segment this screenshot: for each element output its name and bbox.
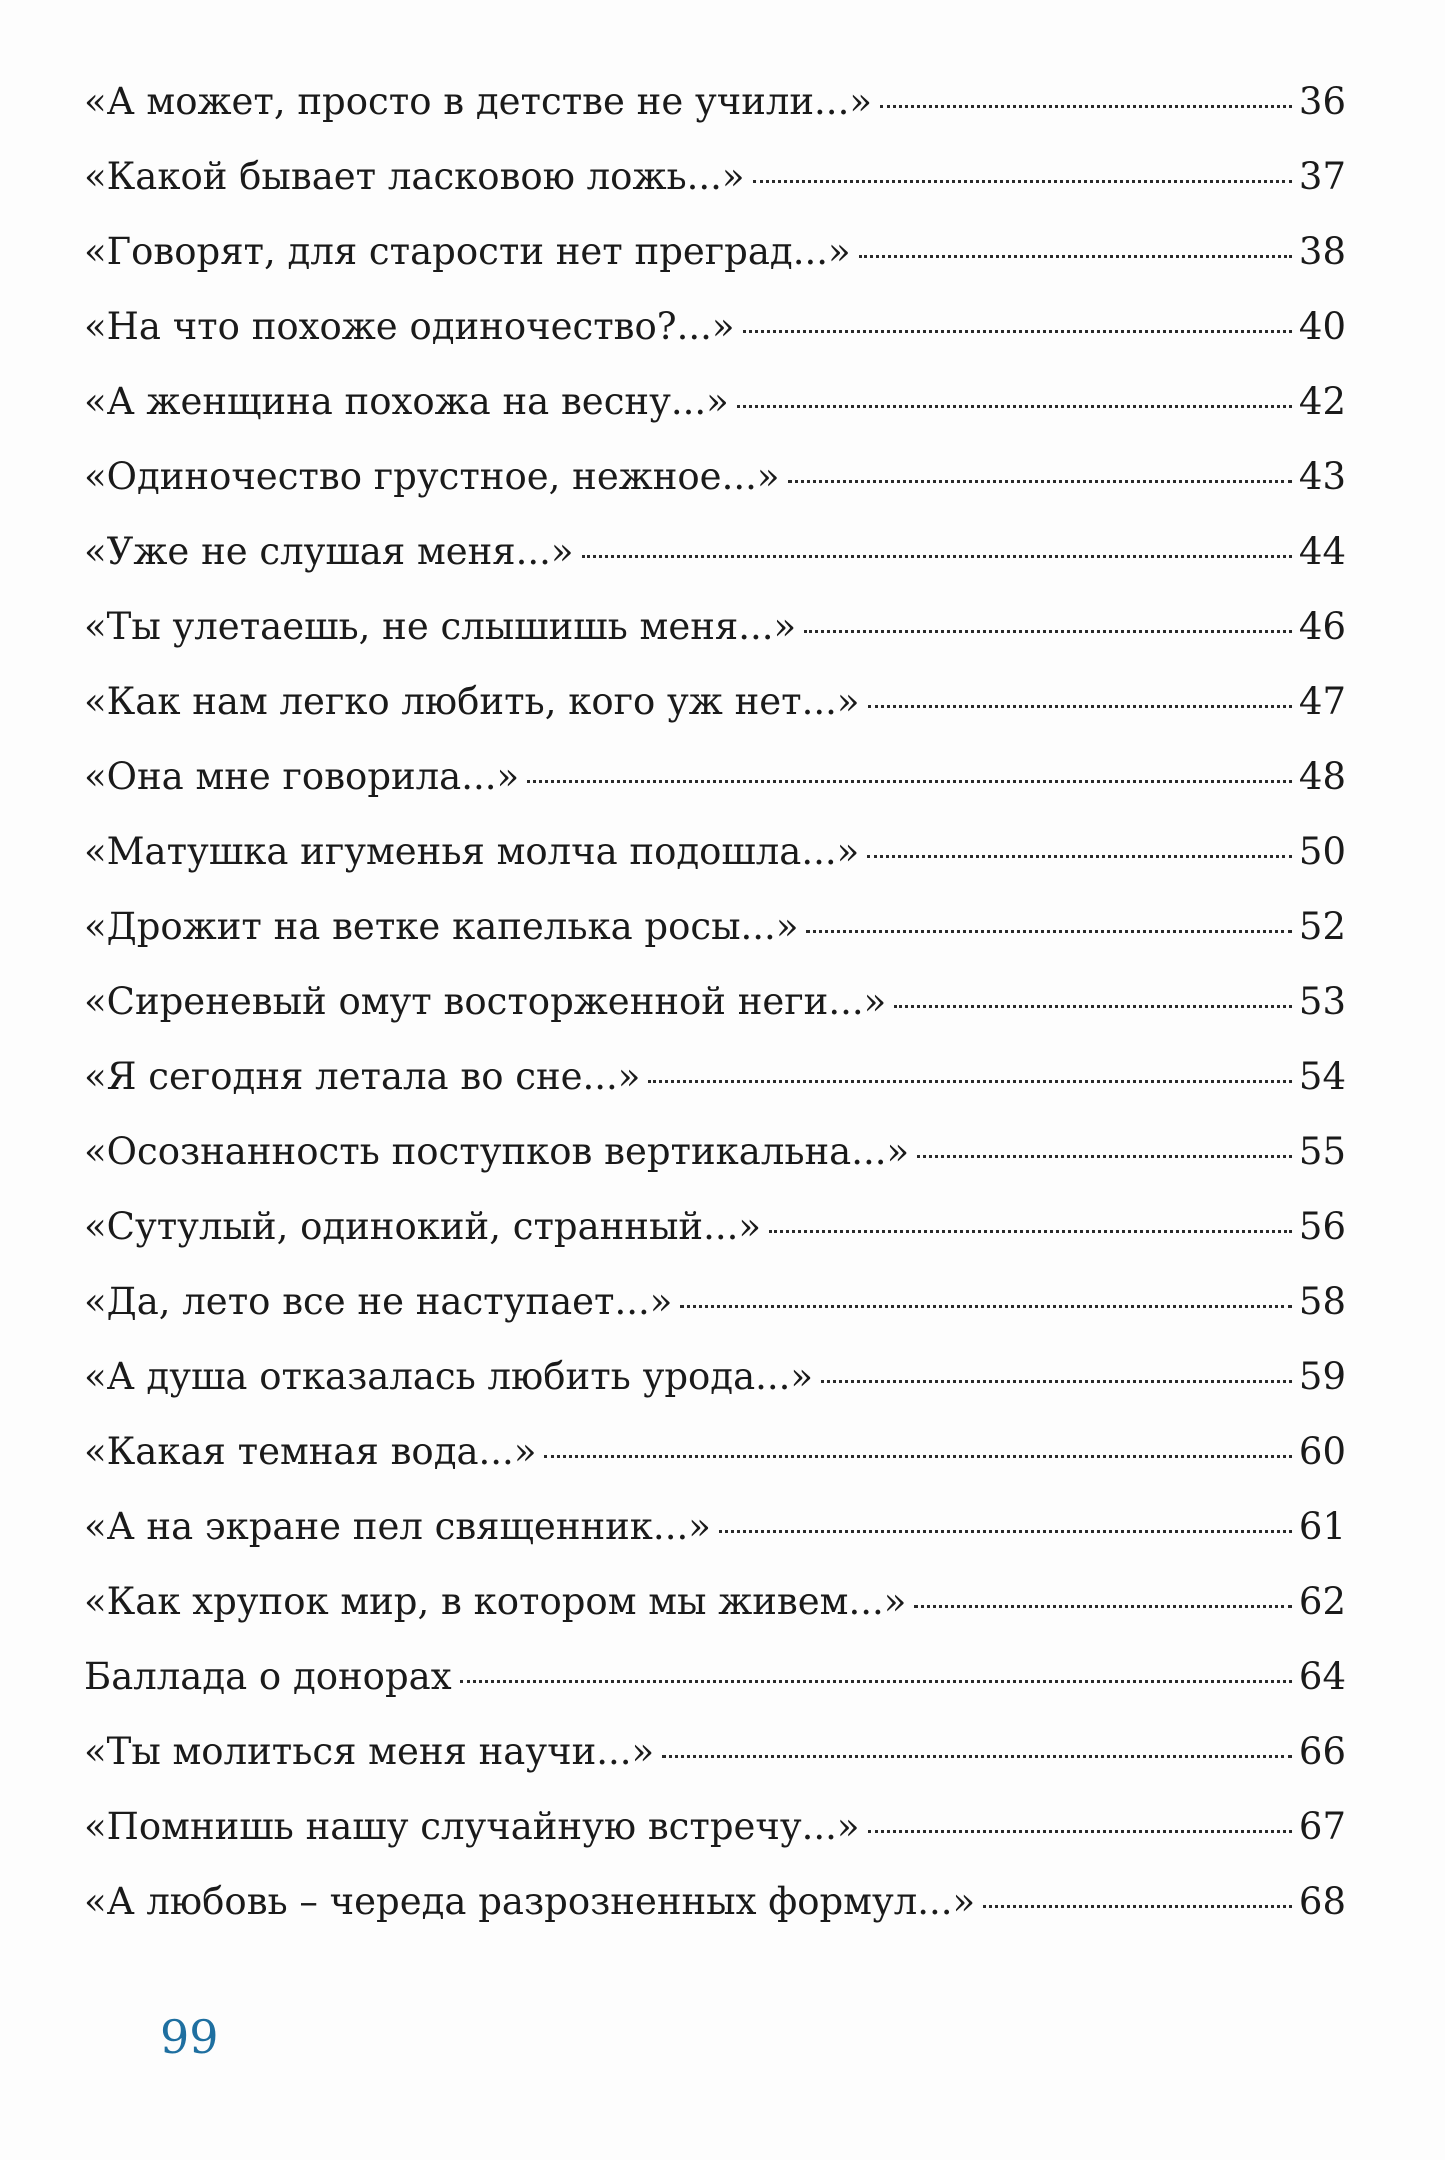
dot-leader bbox=[868, 705, 1292, 708]
dot-leader bbox=[983, 1905, 1292, 1908]
toc-entry-title: «Как нам легко любить, кого уж нет...» bbox=[84, 680, 860, 723]
dot-leader bbox=[859, 255, 1292, 258]
dot-leader bbox=[806, 930, 1292, 933]
toc-entry bbox=[84, 889, 1346, 964]
toc-entry bbox=[84, 364, 1346, 439]
toc-entry bbox=[84, 1864, 1346, 1939]
toc-entry bbox=[84, 289, 1346, 364]
toc-entry-page: 56 bbox=[1298, 1205, 1346, 1248]
toc-entry-title: «Она мне говорила...» bbox=[84, 755, 520, 798]
toc-entry-title: «Ты молиться меня научи...» bbox=[84, 1730, 655, 1773]
dot-leader bbox=[544, 1455, 1292, 1458]
toc-entry bbox=[84, 1264, 1346, 1339]
table-of-contents bbox=[84, 64, 1346, 1939]
toc-entry-page: 38 bbox=[1298, 230, 1346, 273]
toc-entry-page: 53 bbox=[1298, 980, 1346, 1023]
toc-entry-page: 64 bbox=[1298, 1655, 1346, 1698]
toc-entry-page: 58 bbox=[1298, 1280, 1346, 1323]
toc-entry-page: 42 bbox=[1298, 380, 1346, 423]
toc-entry-title: «А женщина похожа на весну...» bbox=[84, 380, 729, 423]
toc-entry-page: 44 bbox=[1298, 530, 1346, 573]
toc-entry-title: «Я сегодня летала во сне...» bbox=[84, 1055, 641, 1098]
toc-entry-title: «Матушка игуменья молча подошла...» bbox=[84, 830, 860, 873]
dot-leader bbox=[662, 1755, 1292, 1758]
dot-leader bbox=[743, 330, 1292, 333]
toc-entry-title: «А на экране пел священник...» bbox=[84, 1505, 711, 1548]
toc-entry-title: «Уже не слушая меня...» bbox=[84, 530, 574, 573]
toc-entry bbox=[84, 664, 1346, 739]
toc-entry bbox=[84, 1414, 1346, 1489]
toc-entry-title: «Да, лето все не наступает...» bbox=[84, 1280, 673, 1323]
dot-leader bbox=[719, 1530, 1292, 1533]
toc-entry bbox=[84, 1189, 1346, 1264]
toc-entry-page: 40 bbox=[1298, 305, 1346, 348]
toc-entry-title: «А душа отказалась любить урода...» bbox=[84, 1355, 814, 1398]
toc-entry bbox=[84, 1564, 1346, 1639]
toc-entry-title: «Помнишь нашу случайную встречу...» bbox=[84, 1805, 860, 1848]
dot-leader bbox=[804, 630, 1292, 633]
toc-entry bbox=[84, 1789, 1346, 1864]
toc-entry-title: «Как хрупок мир, в котором мы живем...» bbox=[84, 1580, 907, 1623]
dot-leader bbox=[867, 855, 1292, 858]
toc-entry-title: «Дрожит на ветке капелька росы...» bbox=[84, 905, 799, 948]
toc-entry bbox=[84, 64, 1346, 139]
toc-entry bbox=[84, 439, 1346, 514]
dot-leader bbox=[880, 105, 1292, 108]
toc-entry bbox=[84, 1039, 1346, 1114]
toc-entry bbox=[84, 739, 1346, 814]
toc-entry-page: 46 bbox=[1298, 605, 1346, 648]
toc-entry bbox=[84, 589, 1346, 664]
dot-leader bbox=[788, 480, 1292, 483]
toc-entry-page: 50 bbox=[1298, 830, 1346, 873]
toc-entry-title: «Говорят, для старости нет преград...» bbox=[84, 230, 851, 273]
toc-entry-page: 67 bbox=[1298, 1805, 1346, 1848]
toc-entry bbox=[84, 1489, 1346, 1564]
toc-entry-page: 66 bbox=[1298, 1730, 1346, 1773]
dot-leader bbox=[769, 1230, 1292, 1233]
toc-entry-title: «Сутулый, одинокий, странный...» bbox=[84, 1205, 762, 1248]
toc-entry-title: «Осознанность поступков вертикальна...» bbox=[84, 1130, 910, 1173]
toc-entry-page: 59 bbox=[1298, 1355, 1346, 1398]
toc-entry bbox=[84, 964, 1346, 1039]
toc-entry-page: 60 bbox=[1298, 1430, 1346, 1473]
page-number: 99 bbox=[160, 2010, 219, 2064]
toc-entry bbox=[84, 1714, 1346, 1789]
toc-entry-page: 61 bbox=[1298, 1505, 1346, 1548]
toc-entry-page: 48 bbox=[1298, 755, 1346, 798]
toc-entry-page: 62 bbox=[1298, 1580, 1346, 1623]
toc-entry-page: 47 bbox=[1298, 680, 1346, 723]
toc-entry-page: 55 bbox=[1298, 1130, 1346, 1173]
dot-leader bbox=[527, 780, 1292, 783]
toc-entry bbox=[84, 1339, 1346, 1414]
toc-entry bbox=[84, 1114, 1346, 1189]
dot-leader bbox=[737, 405, 1292, 408]
dot-leader bbox=[460, 1680, 1292, 1683]
toc-entry-title: «Одиночество грустное, нежное...» bbox=[84, 455, 780, 498]
toc-entry-page: 37 bbox=[1298, 155, 1346, 198]
toc-entry bbox=[84, 214, 1346, 289]
toc-entry bbox=[84, 514, 1346, 589]
dot-leader bbox=[894, 1005, 1292, 1008]
toc-entry-page: 36 bbox=[1298, 80, 1346, 123]
dot-leader bbox=[753, 180, 1292, 183]
dot-leader bbox=[582, 555, 1292, 558]
toc-entry-title: «А может, просто в детстве не учили...» bbox=[84, 80, 872, 123]
dot-leader bbox=[917, 1155, 1292, 1158]
dot-leader bbox=[868, 1830, 1292, 1833]
dot-leader bbox=[648, 1080, 1292, 1083]
toc-entry-title: Баллада о донорах bbox=[84, 1655, 452, 1698]
toc-entry-title: «Какая темная вода...» bbox=[84, 1430, 537, 1473]
toc-entry-page: 68 bbox=[1298, 1880, 1346, 1923]
dot-leader bbox=[680, 1305, 1292, 1308]
toc-entry-page: 54 bbox=[1298, 1055, 1346, 1098]
toc-entry-title: «Какой бывает ласковою ложь...» bbox=[84, 155, 745, 198]
toc-entry-title: «На что похоже одиночество?...» bbox=[84, 305, 735, 348]
toc-entry-title: «Ты улетаешь, не слышишь меня...» bbox=[84, 605, 797, 648]
toc-entry bbox=[84, 139, 1346, 214]
toc-entry-title: «А любовь – череда разрозненных формул...» bbox=[84, 1880, 976, 1923]
toc-entry bbox=[84, 1639, 1346, 1714]
dot-leader bbox=[821, 1380, 1292, 1383]
toc-entry-title: «Сиреневый омут восторженной неги...» bbox=[84, 980, 887, 1023]
toc-entry bbox=[84, 814, 1346, 889]
dot-leader bbox=[914, 1605, 1292, 1608]
toc-entry-page: 52 bbox=[1298, 905, 1346, 948]
toc-entry-page: 43 bbox=[1298, 455, 1346, 498]
